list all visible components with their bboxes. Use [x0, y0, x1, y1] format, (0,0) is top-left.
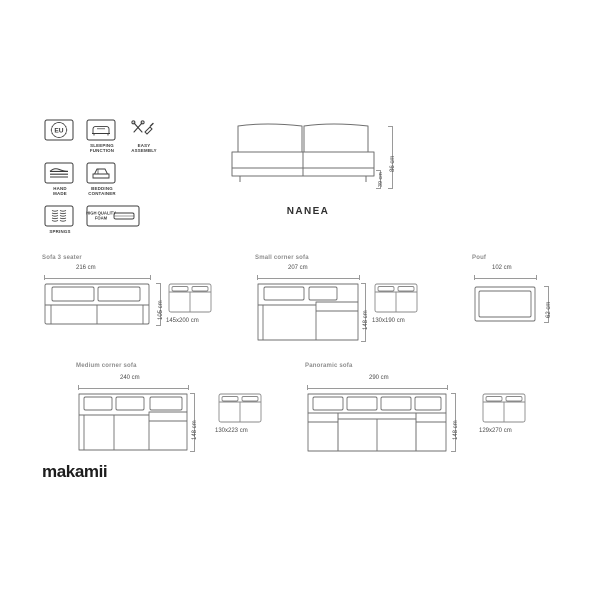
tick [376, 170, 381, 171]
hero-seat-height-label: 39 cm [378, 172, 384, 187]
feature-bedding-container [84, 161, 120, 197]
tick [447, 385, 448, 390]
model-depth-label: 148 cm [363, 310, 369, 330]
tick [359, 275, 360, 280]
tick [544, 322, 549, 323]
model-pouf [472, 255, 572, 263]
tick [190, 393, 195, 394]
feature-high-quality-foam [84, 204, 142, 234]
dim-line [307, 388, 447, 389]
tick [361, 283, 366, 284]
tick [257, 275, 258, 280]
tick [150, 275, 151, 280]
model-small-corner-sofa [255, 255, 415, 263]
feature-sleeping-function [84, 118, 120, 154]
tick [78, 385, 79, 390]
model-sofa-3-seater [42, 255, 202, 263]
bed-icon-sofa-3-seater [168, 283, 212, 318]
feature-eu [42, 118, 78, 154]
hand-made-icon [42, 161, 76, 185]
feature-label: HAND MADE [53, 185, 67, 197]
feature-row-1 [42, 118, 162, 154]
model-bed-label: 130x190 cm [372, 318, 405, 324]
tick [388, 188, 393, 189]
panoramic-sofa-drawing [307, 393, 447, 456]
brand-logo [42, 462, 107, 482]
high-quality-foam-icon [84, 204, 142, 228]
feature-label: BEDDING CONTAINER [88, 185, 116, 197]
model-width-label: 207 cm [288, 265, 308, 271]
model-bed-label: 130x223 cm [215, 428, 248, 434]
model-depth-label: 105 cm [158, 300, 164, 320]
tick [190, 451, 195, 452]
tick [388, 126, 393, 127]
model-bed-label: 129x270 cm [479, 428, 512, 434]
sleeping-function-icon [84, 118, 118, 142]
bedding-container-icon [84, 161, 118, 185]
springs-icon [42, 204, 76, 228]
model-depth-label: 62 cm [546, 301, 552, 318]
hero-height-label: 86 cm [390, 155, 396, 172]
easy-assembly-icon [126, 118, 160, 142]
model-width-label: 240 cm [120, 375, 140, 381]
tick [474, 275, 475, 280]
eu-stars-icon [42, 118, 76, 142]
pouf-drawing [474, 286, 536, 327]
feature-label: SLEEPING FUNCTION [89, 143, 115, 154]
hero-sofa-drawing [228, 120, 388, 203]
brand-logo-text: makamii [42, 462, 108, 481]
tick [188, 385, 189, 390]
bed-icon-panoramic-sofa [482, 393, 526, 428]
feature-label: EASY ASSEMBLY [131, 143, 157, 154]
model-width-label: 216 cm [76, 265, 96, 271]
svg-text:HIGH QUALITY: HIGH QUALITY [85, 210, 117, 216]
model-medium-corner-sofa [76, 363, 256, 371]
bed-icon-small-corner-sofa [374, 283, 418, 318]
tick [156, 283, 161, 284]
bed-icon-medium-corner-sofa [218, 393, 262, 428]
feature-springs [42, 204, 78, 234]
model-depth-label: 148 cm [453, 420, 459, 440]
dim-line [257, 278, 359, 279]
feature-row-2 [42, 161, 162, 197]
model-depth-label: 148 cm [192, 420, 198, 440]
model-name: Medium corner sofa [76, 363, 137, 369]
svg-text:FOAM: FOAM [94, 215, 108, 221]
tick [44, 275, 45, 280]
model-name: Pouf [472, 255, 487, 261]
dim-line [474, 278, 536, 279]
tick [156, 325, 161, 326]
model-name: Small corner sofa [255, 255, 309, 261]
model-name: Sofa 3 seater [42, 255, 82, 261]
tick [361, 341, 366, 342]
feature-icon-grid [42, 118, 162, 241]
model-bed-label: 145x200 cm [166, 318, 199, 324]
model-panoramic-sofa [305, 363, 505, 371]
tick [544, 286, 549, 287]
svg-text:EU: EU [54, 127, 64, 135]
model-width-label: 290 cm [369, 375, 389, 381]
feature-label: SPRINGS [49, 228, 71, 234]
sofa-3-seater-drawing [44, 283, 150, 330]
feature-easy-assembly [126, 118, 162, 154]
tick [307, 385, 308, 390]
page-title: NANEA [286, 206, 330, 217]
tick [451, 393, 456, 394]
medium-corner-sofa-drawing [78, 393, 188, 456]
tick [451, 451, 456, 452]
dim-line [78, 388, 188, 389]
feature-row-3 [42, 204, 162, 234]
model-name: Panoramic sofa [305, 363, 353, 369]
dim-line [44, 278, 150, 279]
model-width-label: 102 cm [492, 265, 512, 271]
tick [536, 275, 537, 280]
tick [376, 188, 381, 189]
small-corner-sofa-drawing [257, 283, 359, 346]
feature-hand-made [42, 161, 78, 197]
